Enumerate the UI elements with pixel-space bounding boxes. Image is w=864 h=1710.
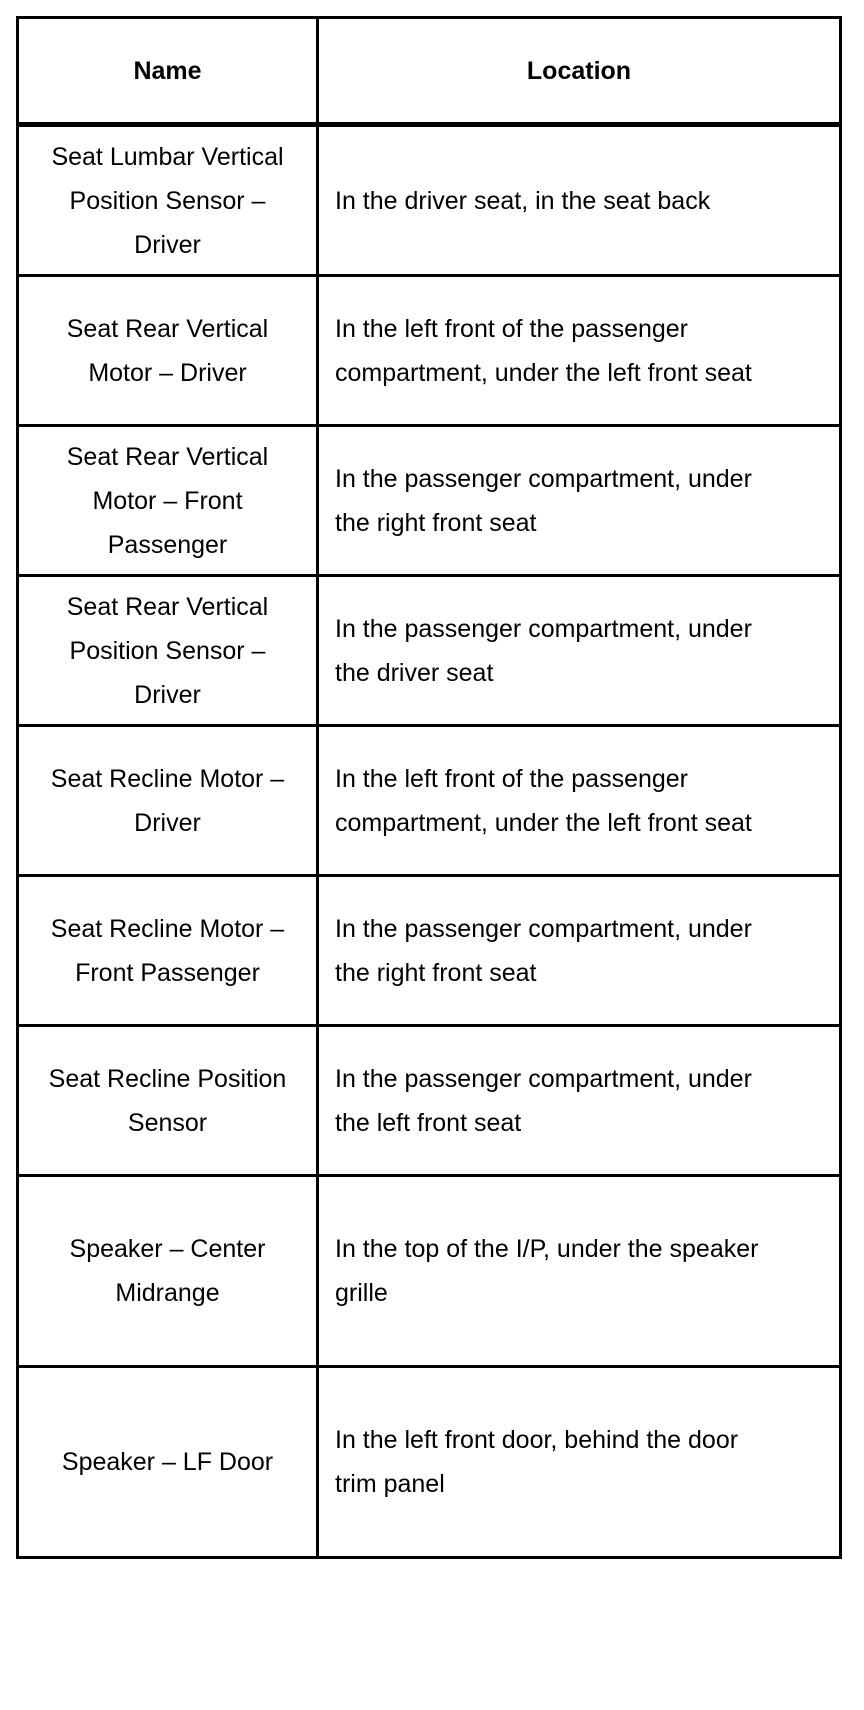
- cell-location-text: In the left front of the passenger compartment, under the left front seat: [335, 314, 752, 387]
- cell-name: [18, 426, 318, 576]
- cell-location: [318, 1026, 841, 1176]
- column-header-location: Location: [318, 18, 841, 125]
- cell-location: [318, 276, 841, 426]
- cell-name: [18, 576, 318, 726]
- table-row: [18, 1367, 841, 1558]
- cell-name: [18, 276, 318, 426]
- table-row: [18, 1176, 841, 1367]
- cell-name-text: Seat Rear Vertical Position Sensor – Driver: [66, 592, 269, 709]
- component-location-table: [16, 16, 842, 1559]
- table-row: [18, 276, 841, 426]
- table-row: [18, 576, 841, 726]
- cell-location-text: In the passenger compartment, under the left front seat: [335, 1064, 752, 1137]
- table-row: [18, 726, 841, 876]
- cell-name: [18, 1367, 318, 1558]
- cell-name-text: Seat Lumbar Vertical Position Sensor – Driver: [51, 142, 284, 259]
- column-header-name: Name: [18, 18, 318, 125]
- cell-name: [18, 1176, 318, 1367]
- table-row: [18, 1026, 841, 1176]
- cell-location-text: In the top of the I/P, under the speaker grille: [335, 1235, 759, 1307]
- cell-name: [18, 726, 318, 876]
- cell-name-text: Seat Rear Vertical Motor – Driver: [66, 314, 269, 387]
- cell-location: [318, 726, 841, 876]
- cell-location: [318, 125, 841, 276]
- cell-name-text: Speaker – Center Midrange: [69, 1235, 266, 1307]
- cell-location: [318, 576, 841, 726]
- cell-location: [318, 426, 841, 576]
- cell-location-text: In the passenger compartment, under the right front seat: [335, 464, 752, 537]
- cell-location-text: In the left front of the passenger compartment, under the left front seat: [335, 764, 752, 837]
- table-row: [18, 125, 841, 276]
- cell-location-text: In the passenger compartment, under the right front seat: [335, 914, 752, 987]
- table-header-row: [18, 18, 841, 125]
- cell-name-text: Seat Recline Motor – Front Passenger: [50, 914, 285, 987]
- cell-name: [18, 1026, 318, 1176]
- cell-name-text: Seat Recline Motor – Driver: [50, 764, 285, 837]
- cell-location-text: In the driver seat, in the seat back: [335, 186, 711, 215]
- cell-location: [318, 876, 841, 1026]
- cell-name: [18, 876, 318, 1026]
- table-row: [18, 876, 841, 1026]
- cell-name: [18, 125, 318, 276]
- cell-location: [318, 1367, 841, 1558]
- table-row: [18, 426, 841, 576]
- cell-name-text: Seat Rear Vertical Motor – Front Passenger: [66, 442, 269, 559]
- cell-location: [318, 1176, 841, 1367]
- cell-location-text: In the passenger compartment, under the driver seat: [335, 614, 752, 687]
- cell-location-text: In the left front door, behind the door trim panel: [335, 1426, 739, 1498]
- cell-name-text: Seat Recline Position Sensor: [48, 1064, 287, 1137]
- cell-name-text: Speaker – LF Door: [61, 1448, 274, 1476]
